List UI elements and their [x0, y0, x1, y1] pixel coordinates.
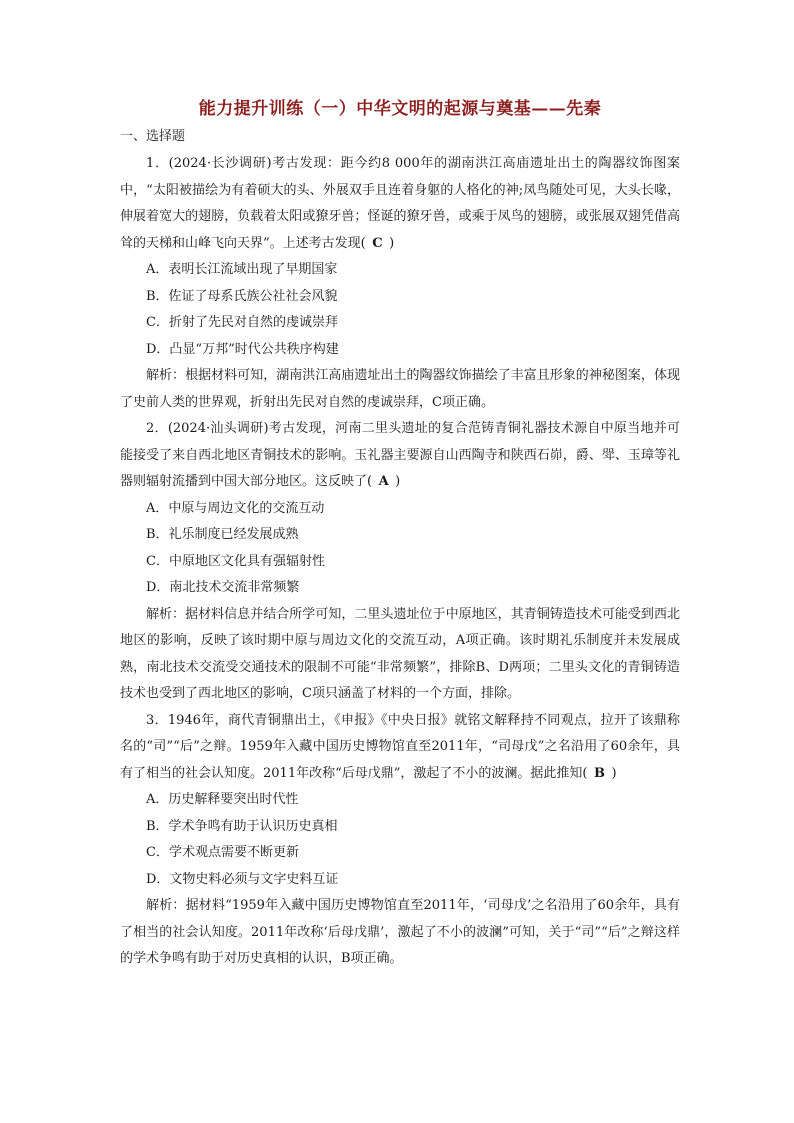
section-heading: 一、选择题 [120, 129, 186, 144]
question-1 [120, 151, 680, 416]
option-a: A．历史解释要突出时代性 [146, 792, 299, 807]
option-d: D．南北技术交流非常频繁 [146, 580, 300, 595]
option-c: C．折射了先民对自然的虔诚崇拜 [146, 315, 338, 330]
analysis-text: 解析：据材料“1959年入藏中国历史博物馆直至2011年，‘司母戊’之名沿用了60余年，具有了相当的社会认知度。2011年改称‘后母戊鼎’，激起了不小的波澜”可知，关于“司”“后”之辩这样的学术争鸣有助于对历史真相的认识，B项正确。 [120, 898, 680, 966]
question-3 [120, 708, 680, 973]
answer-letter: B [593, 765, 605, 781]
option-d: D．文物史料必须与文字史料互证 [146, 871, 339, 887]
document-page [120, 94, 680, 973]
question-2 [120, 416, 680, 708]
option-a: A．中原与周边文化的交流互动 [146, 500, 325, 516]
option-c: C．中原地区文化具有强辐射性 [146, 553, 325, 569]
question-stem [120, 416, 680, 496]
question-stem [120, 708, 680, 788]
analysis-text: 解析：据材料信息并结合所学可知，二里头遗址位于中原地区，其青铜铸造技术可能受到西北地区的影响，反映了该时期中原与周边文化的交流互动，A项正确。该时期礼乐制度并未发展成熟，南北技术交流受交通技术的限制不可能“非常频繁”，排除B、D两项；二里头文化的青铜铸造技术也受到了西北地区的影响，C项只涵盖了材料的一个方面，排除。 [120, 606, 680, 701]
stem-close: ) [395, 474, 401, 489]
option-d: D．凸显“万邦”时代公共秩序构建 [146, 341, 339, 357]
analysis-text: 解析：根据材料可知，湖南洪江高庙遗址出土的陶器纹饰描绘了丰富且形象的神秘图案，体现了史前人类的世界观，折射出先民对自然的虔诚崇拜，C项正确。 [120, 368, 680, 410]
option-b: B．礼乐制度已经发展成熟 [146, 527, 299, 542]
answer-letter: A [378, 474, 389, 489]
stem-text: 1．(2024·长沙调研)考古发现：距今约8 000年的湖南洪江高庙遗址出土的陶器纹饰图案中，“太阳被描绘为有着硕大的头、外展双手且连着身躯的人格化的神;凤鸟随处可见，大头长喙，伸展着宽大的翅膀，负载着太阳或獠牙兽；怪诞的獠牙兽，或乘于凤鸟的翅膀，或张展双翅凭借高耸的天梯和山峰飞向天界”。上述考古发现( [120, 156, 680, 251]
stem-close: ) [389, 235, 395, 251]
option-a: A．表明长江流域出现了早期国家 [146, 262, 338, 277]
question-stem [120, 151, 680, 257]
page-title: 能力提升训练（一）中华文明的起源与奠基——先秦 [198, 99, 602, 119]
option-b: B．学术争鸣有助于认识历史真相 [146, 818, 338, 834]
option-c: C．学术观点需要不断更新 [146, 845, 299, 860]
stem-text: 3．1946年，商代青铜鼎出土，《申报》《中央日报》就铭文解释持不同观点，拉开了该鼎称名的“司”“后”之辩。1959年入藏中国历史博物馆直至2011年，“司母戊”之名沿用了60余年，具有了相当的社会认知度。2011年改称“后母戊鼎”，激起了不小的波澜。据此推知( [120, 712, 680, 781]
option-b: B．佐证了母系氏族公社社会风貌 [146, 288, 338, 304]
answer-letter: C [372, 235, 383, 251]
stem-text: 2．(2024·汕头调研)考古发现，河南二里头遗址的复合范铸青铜礼器技术源自中原当地并可能接受了来自西北地区青铜技术的影响。玉礼器主要源自山西陶寺和陕西石峁，爵、斝、玉璋等礼器则辐射流播到中国大部分地区。这反映了( [120, 421, 680, 489]
stem-close: ) [611, 765, 617, 781]
